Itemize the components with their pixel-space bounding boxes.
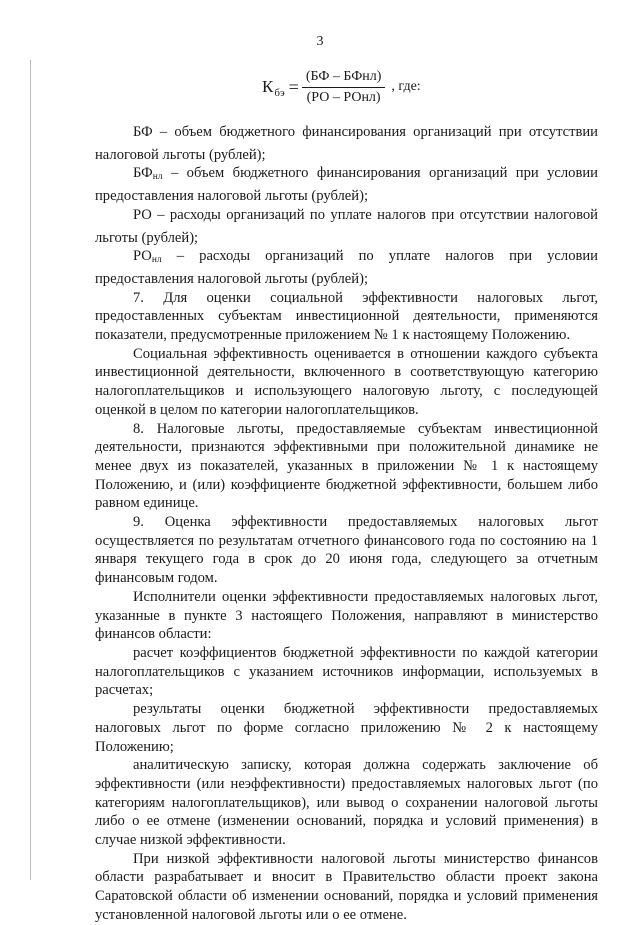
formula-numerator: (БФ – БФнл) — [302, 69, 386, 88]
paragraph-social-efficiency: Социальная эффективность оценивается в отношении каждого субъекта инвестиционной деятельности, включенного в соответствующую категорию налогоплательщиков и использующего налоговую льготу, с последующей оценкой в целом по категории налогоплательщиков. — [95, 345, 598, 418]
page-number: 3 — [316, 34, 324, 49]
paragraph-8: 8. Налоговые льготы, предоставляемые субъектам инвестиционной деятельности, признаются эффективными при положительной динамике не менее двух из показателей, указанных в приложении № 1 к настоящему Положению, и (или) коэффициенте бюджетной эффективности, большем либо равном единице. — [95, 420, 598, 512]
formula-lhs — [262, 77, 285, 97]
formula-fraction — [302, 69, 386, 106]
paragraph-executors: Исполнители оценки эффективности предоставляемых налоговых льгот, указанные в пункте 3 настоящего Положения, направляют в министерство финансов области: — [95, 588, 598, 643]
formula-subscript: бэ — [274, 87, 285, 99]
budget-efficiency-formula — [262, 62, 421, 112]
formula-denominator: (РО – РОнл) — [306, 89, 381, 105]
formula-symbol: К — [262, 77, 274, 96]
definition-bf-nl: $БФ_{нл}$ – объем бюджетного финансирования организаций при условии предоставления налоговой льготы (рублей); — [95, 165, 598, 205]
definition-ro: РО – расходы организаций по уплате налогов при отсутствии налоговой льготы (рублей); — [95, 206, 598, 246]
formula-tail: , где: — [391, 79, 421, 94]
paragraph-7: 7. Для оценки социальной эффективности налоговых льгот, предоставленных субъектам инвестиционной деятельности, применяются показатели, предусмотренные приложением № 1 к настоящему Положению. — [95, 289, 598, 344]
document-body — [95, 123, 598, 925]
paragraph-9: 9. Оценка эффективности предоставляемых налоговых льгот осуществляется по результатам отчетного финансового года по состоянию на 1 января текущего года в срок до 20 июня года, следующего за отчетным финансовым годом. — [95, 514, 598, 587]
scan-margin-line — [30, 60, 31, 880]
list-item-analytical-note: аналитическую записку, которая должна содержать заключение об эффективности (или неэффективности) предоставляемых налоговых льгот (по категориям налогоплательщиков), или вывод о сохранении налоговой льготы либо о ее отмене (изменении оснований, порядка и условий применения) в случае низкой эффективности. — [95, 757, 598, 849]
list-item-calculation: расчет коэффициентов бюджетной эффективности по каждой категории налогоплательщиков с указанием источников информации, используемых в расчетах; — [95, 644, 598, 699]
list-item-results: результаты оценки бюджетной эффективности предоставляемых налоговых льгот по форме согласно приложению № 2 к настоящему Положению; — [95, 701, 598, 755]
formula-equals: = — [288, 76, 299, 97]
definition-bf: БФ – объем бюджетного финансирования организаций при отсутствии налоговой льготы (рублей); — [95, 124, 598, 163]
definition-ro-nl: $РО_{нл}$ – расходы организаций по уплате налогов при условии предоставления налоговой льготы (рублей); — [95, 248, 598, 287]
paragraph-low-efficiency: При низкой эффективности налоговой льготы министерство финансов области разрабатывает и вносит в Правительство области проект закона Саратовской области об изменении оснований, порядка и условий применения установленной налоговой льготы или о ее отмене. — [95, 850, 598, 923]
